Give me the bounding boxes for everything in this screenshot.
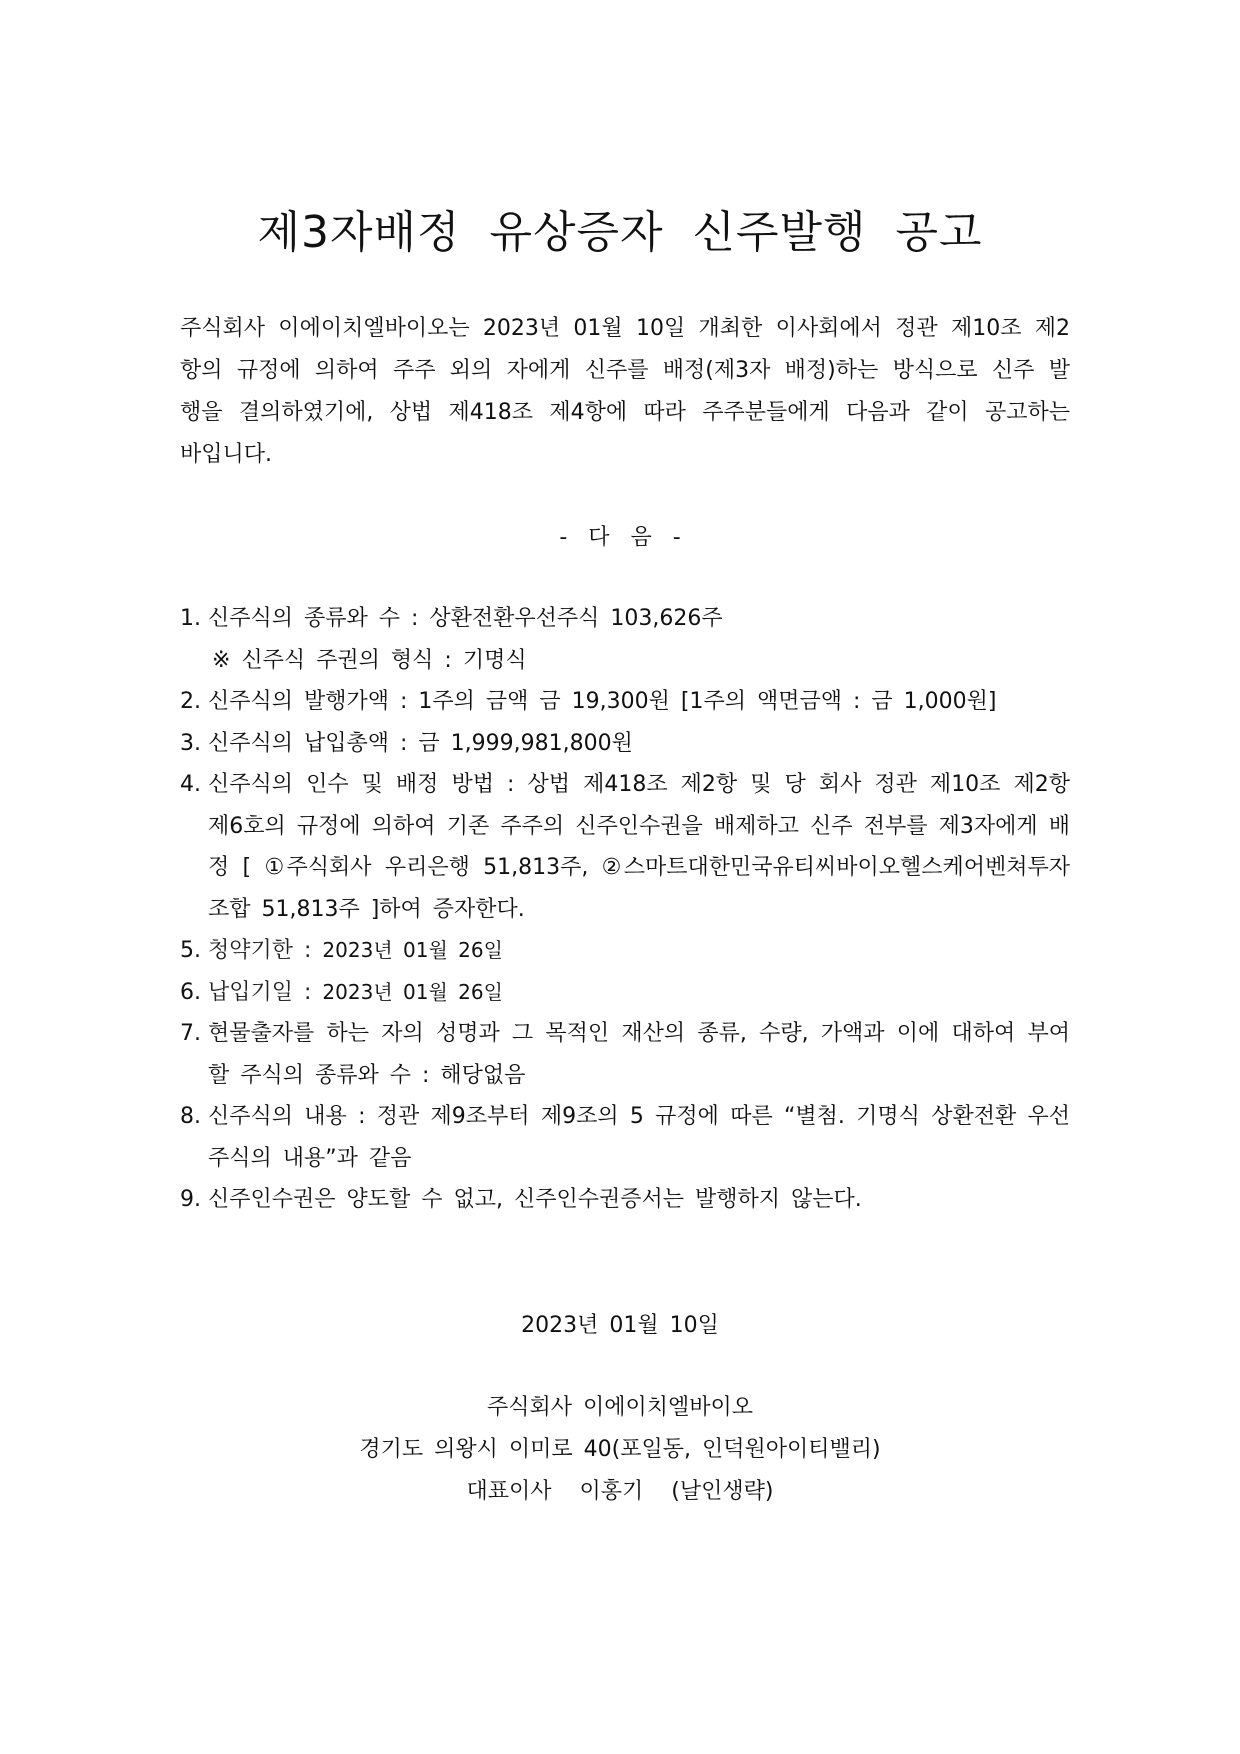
list-item (180, 723, 1070, 765)
item-number: 2. (180, 689, 201, 714)
item-list (180, 598, 1070, 1221)
list-item (180, 1096, 1070, 1179)
list-item (180, 930, 1070, 972)
list-item (180, 1013, 1070, 1096)
item-text: 신주식의 종류와 수 : 상환전환우선주식 103,626주 (208, 606, 723, 631)
list-item (180, 598, 1070, 681)
item-text: 현물출자를 하는 자의 성명과 그 목적인 재산의 종류, 수량, 가액과 이에 대하여 부여할 주식의 종류와 수 : 해당없음 (208, 1021, 1070, 1088)
item-text: 신주식의 납입총액 : 금 1,999,981,800원 (208, 730, 633, 756)
ceo-name: 이홍기 (579, 1479, 644, 1504)
company-address: 경기도 의왕시 이미로 40(포일동, 인덕원아이티밸리) (359, 1437, 881, 1462)
list-item (180, 1179, 1070, 1221)
item-number: 3. (180, 730, 201, 756)
item-label: 청약기한 : (208, 938, 323, 963)
item-number: 5. (180, 938, 201, 963)
list-item (180, 972, 1070, 1014)
company-name: 주식회사 이에이치엘바이오 (486, 1395, 754, 1420)
section-heading: - 다 음 - (559, 525, 681, 550)
item-number: 9. (180, 1187, 201, 1212)
item-text: 신주식의 인수 및 배정 방법 : 상법 제418조 제2항 및 당 회사 정관 제10조 제2항 제6호의 규정에 의하여 기존 주주의 신주인수권을 배제하고 신주 전부를 제3자에게 배정 [ ①주식회사 우리은행 51,813주, ②스마트대한민국유티씨바이오헬스케어벤쳐투자조합 51,813주 ]하여 증자한다. (208, 772, 1070, 922)
item-number: 4. (180, 772, 201, 797)
seal-note: (날인생략) (671, 1479, 774, 1504)
item-subnote: ※ 신주식 주권의 형식 : 기명식 (212, 647, 527, 673)
item-value: 2023년 01월 26일 (322, 938, 503, 962)
item-value: 2023년 01월 26일 (322, 979, 503, 1004)
item-text: 신주인수권은 양도할 수 없고, 신주인수권증서는 발행하지 않는다. (208, 1187, 862, 1212)
item-number: 8. (180, 1104, 201, 1129)
document-title: 제3자배정 유상증자 신주발행 공고 (257, 207, 983, 258)
list-item (180, 681, 1070, 723)
notice-date: 2023년 01월 10일 (521, 1313, 719, 1338)
item-number: 7. (180, 1021, 201, 1046)
ceo-line (0, 1474, 1240, 1505)
list-item (180, 764, 1070, 930)
item-number: 1. (180, 606, 201, 631)
item-label: 납입기일 : (208, 979, 323, 1005)
item-number: 6. (180, 979, 201, 1005)
item-text: 신주식의 발행가액 : 1주의 금액 금 19,300원 [1주의 액면금액 : 금 1,000원] (208, 689, 997, 714)
ceo-title: 대표이사 (466, 1479, 552, 1504)
intro-paragraph: 주식회사 이에이치엘바이오는 2023년 01월 10일 개최한 이사회에서 정관 제10조 제2항의 규정에 의하여 주주 외의 자에게 신주를 배정(제3자 배정)하는 방식으로 신주 발행을 결의하였기에, 상법 제418조 제4항에 따라 주주분들에게 다음과 같이 공고하는 바입니다. (180, 316, 1070, 467)
item-text: 신주식의 내용 : 정관 제9조부터 제9조의 5 규정에 따른 “별첨. 기명식 상환전환 우선주식의 내용”과 같음 (208, 1104, 1070, 1171)
